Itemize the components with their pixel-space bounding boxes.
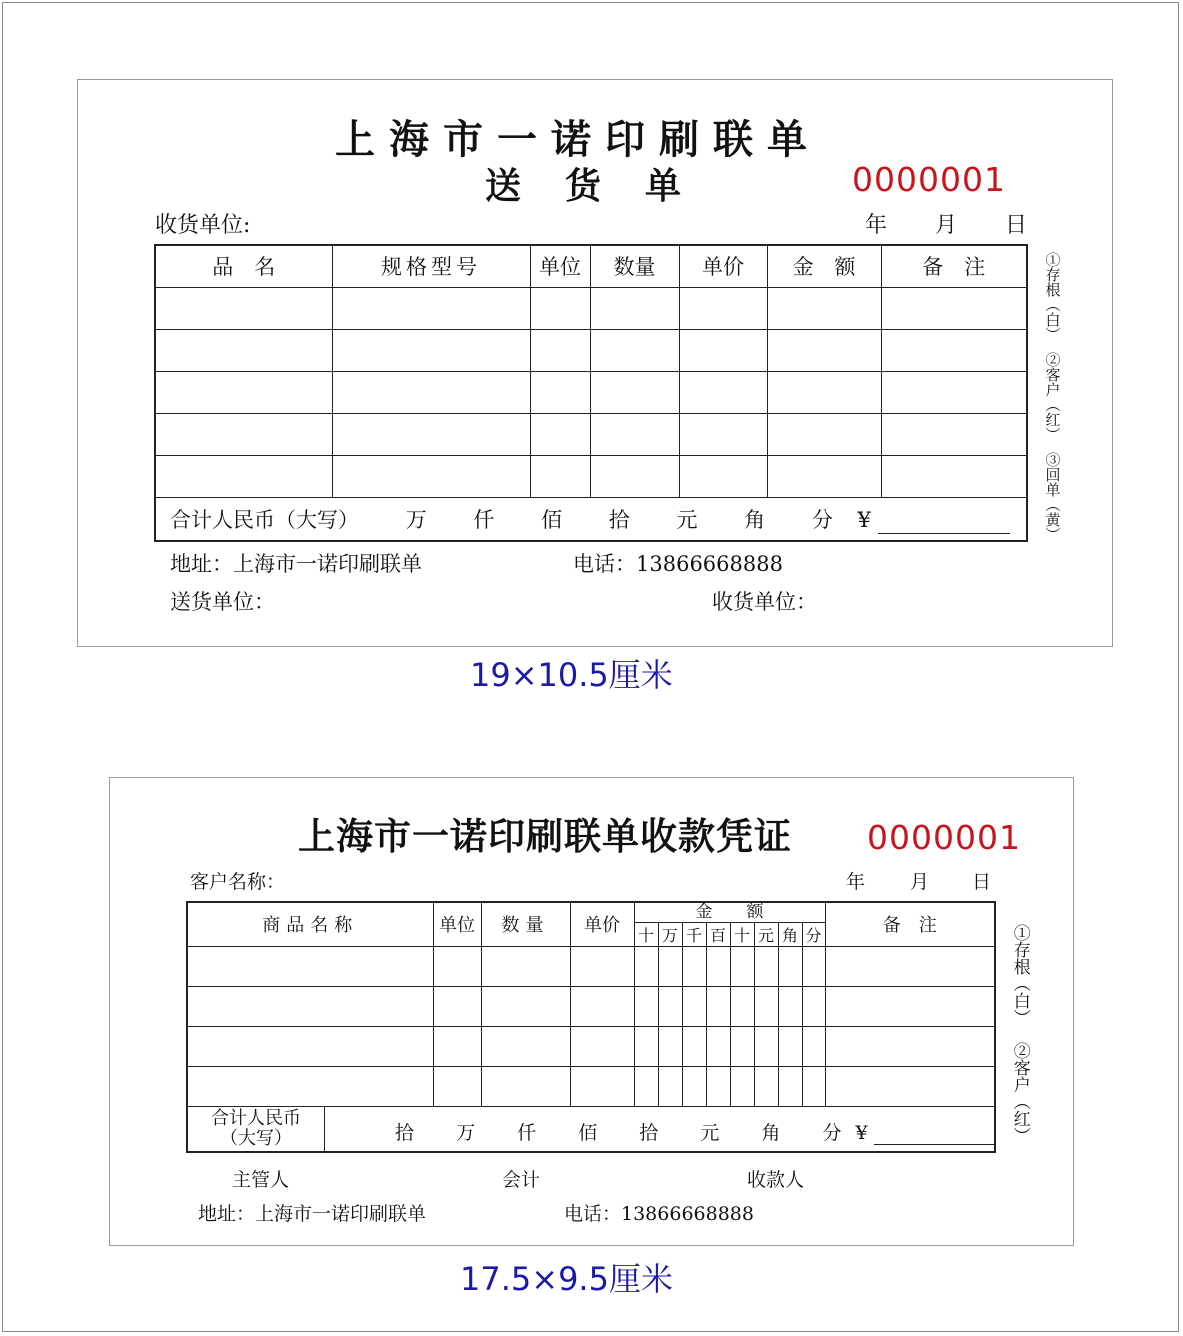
column-header-unit-price: 单价 (679, 245, 767, 287)
table-header-row (155, 245, 1027, 287)
currency-symbol: ¥ (855, 1121, 868, 1144)
phone-text: 电话：13866668888 (564, 1203, 754, 1225)
column-header-quantity: 数量 (590, 245, 679, 287)
accountant-signature-label: 会计 (502, 1169, 541, 1191)
card2-size-caption: 17.5×9.5厘米 (460, 1260, 673, 1298)
column-header-specification: 规格型号 (332, 245, 530, 287)
sender-unit-signature-label: 送货单位： (170, 590, 275, 614)
column-header-amount: 金 额 (767, 245, 881, 287)
unit-shi: 拾 (639, 1121, 659, 1144)
date-year-label-2: 年 (846, 871, 866, 893)
receiver-unit-label: 收货单位: (155, 213, 251, 238)
unit-yuan: 元 (676, 507, 698, 532)
table-row[interactable] (187, 1026, 995, 1066)
column-header-unit: 单位 (530, 245, 590, 287)
total-amount-label: 合计人民币（大写） (170, 507, 359, 532)
unit-shi: 拾 (608, 507, 630, 532)
table-row[interactable] (187, 1066, 995, 1106)
copy-label-customer-red: ②客户（红） (1009, 1042, 1030, 1144)
address-text: 地址：上海市一诺印刷联单 (170, 552, 422, 576)
column-header-product-name: 品 名 (155, 245, 332, 287)
payee-signature-label: 收款人 (747, 1169, 805, 1191)
digit-header-bai: 百 (706, 922, 730, 946)
total-amount-field[interactable] (878, 515, 1010, 534)
unit-wan: 万 (405, 507, 427, 532)
date-month-label: 月 (935, 213, 958, 238)
digit-header-wan: 万 (658, 922, 682, 946)
total-amount-field[interactable] (874, 1126, 994, 1145)
copy-label-receipt-yellow: ③回单（黄） (1043, 452, 1062, 542)
total-amount-label: 合计人民币 (211, 1107, 301, 1129)
column-header-product-name: 商品名称 (187, 902, 433, 946)
receipt-voucher-title: 上海市一诺印刷联单收款凭证 (298, 814, 792, 858)
digit-header-fen: 分 (802, 922, 825, 946)
digit-header-qian: 千 (682, 922, 706, 946)
column-header-remarks: 备 注 (825, 902, 995, 946)
unit-jiao: 角 (761, 1121, 781, 1144)
receipt-items-table (186, 901, 996, 1153)
table-row[interactable] (155, 371, 1027, 413)
date-day-label-2: 日 (972, 871, 992, 893)
currency-symbol: ¥ (857, 507, 871, 532)
column-header-quantity: 数量 (481, 902, 570, 946)
table-row[interactable] (155, 287, 1027, 329)
column-header-amount: 金 额 (634, 902, 825, 922)
unit-fen: 分 (822, 1121, 842, 1144)
unit-bai: 佰 (541, 507, 563, 532)
copy-label-customer-red: ②客户（红） (1043, 352, 1062, 442)
digit-header-jiao: 角 (778, 922, 802, 946)
delivery-note-subtitle: 送货单 (485, 165, 726, 207)
address-text: 地址：上海市一诺印刷联单 (198, 1203, 427, 1225)
delivery-note-serial-number: 0000001 (852, 160, 1006, 199)
unit-wan: 万 (456, 1121, 476, 1144)
digit-header-yuan: 元 (754, 922, 778, 946)
unit-shi-wan: 拾 (395, 1121, 415, 1144)
table-row[interactable] (187, 986, 995, 1026)
delivery-items-table (154, 244, 1028, 542)
customer-name-label: 客户名称： (190, 871, 286, 893)
supervisor-signature-label: 主管人 (232, 1169, 290, 1191)
table-row[interactable] (155, 455, 1027, 497)
card1-size-caption: 19×10.5厘米 (470, 656, 673, 694)
table-header-row (187, 902, 995, 922)
column-header-unit: 单位 (433, 902, 481, 946)
receipt-voucher-serial-number: 0000001 (867, 818, 1021, 857)
unit-fen: 分 (811, 507, 833, 532)
digit-header-shi: 十 (730, 922, 754, 946)
total-row (187, 1106, 995, 1152)
total-row (155, 497, 1027, 541)
date-month-label-2: 月 (910, 871, 930, 893)
unit-qian: 仟 (517, 1121, 537, 1144)
unit-bai: 佰 (578, 1121, 598, 1144)
date-day-label: 日 (1005, 213, 1028, 238)
table-row[interactable] (187, 946, 995, 986)
date-year-label: 年 (865, 213, 888, 238)
delivery-note-company-title: 上海市一诺印刷联单 (335, 116, 821, 163)
copy-label-stub-white: ①存根（白） (1009, 924, 1030, 1026)
phone-text: 电话：13866668888 (573, 552, 783, 576)
digit-header-shi-wan: 十 (634, 922, 658, 946)
column-header-unit-price: 单价 (570, 902, 634, 946)
unit-jiao: 角 (744, 507, 766, 532)
unit-yuan: 元 (700, 1121, 720, 1144)
unit-qian: 仟 (473, 507, 495, 532)
total-amount-label-uppercase: （大写） (220, 1127, 292, 1149)
column-header-remarks: 备 注 (881, 245, 1027, 287)
receiver-unit-signature-label: 收货单位： (712, 590, 817, 614)
table-row[interactable] (155, 329, 1027, 371)
table-row[interactable] (155, 413, 1027, 455)
copy-label-stub-white: ①存根（白） (1043, 252, 1062, 342)
